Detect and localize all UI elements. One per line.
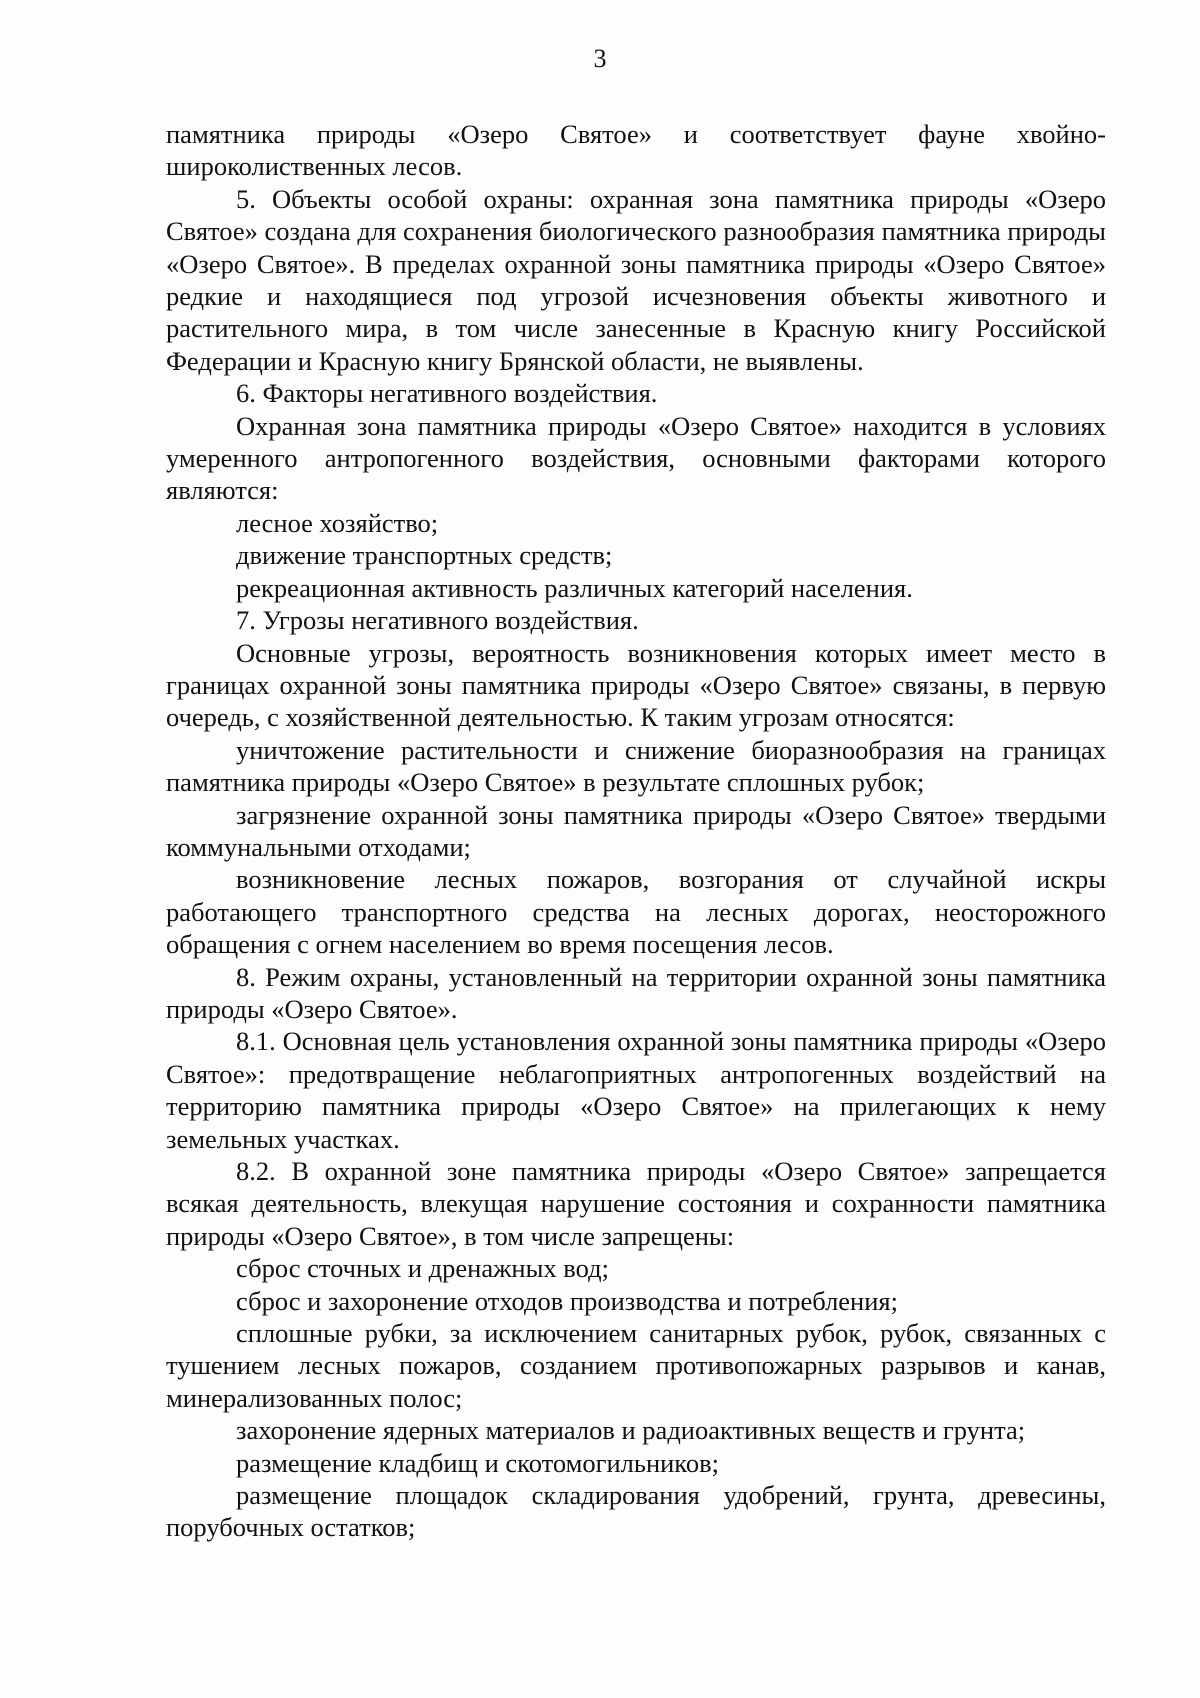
section-heading: 6. Факторы негативного воздействия. [236,378,658,409]
paragraph: 8.2. В охранной зоне памятника природы «Озеро Святое» запрещается всякая деятельность, влекущая нарушение состояния и сохранности памятника природы «Озеро Святое», в том числе запрещены: [166,1156,1106,1251]
list-item: лесное хозяйство; [236,507,439,538]
document-body [166,118,1106,1544]
list-item: сброс и захоронение отходов производства и потребления; [236,1285,898,1316]
list-item: рекреационная активность различных категорий населения. [236,572,913,603]
list-item: сплошные рубки, за исключением санитарных рубок, рубок, связанных с тушением лесных пожаров, созданием противопожарных разрывов и канав, минерализованных полос; [166,1318,1106,1413]
list-item: захоронение ядерных материалов и радиоактивных веществ и грунта; [236,1415,1026,1446]
list-item: размещение кладбищ и скотомогильников; [236,1447,719,1478]
paragraph: 5. Объекты особой охраны: охранная зона памятника природы «Озеро Святое» создана для сохранения биологического разнообразия памятника природы «Озеро Святое». В пределах охранной зоны памятника природы «Озеро Святое» редкие и находящиеся под угрозой исчезновения объекты животного и растительного мира, в том числе занесенные в Красную книгу Российской Федерации и Красную книгу Брянской области, не выявлены. [166,183,1106,376]
paragraph: 8.1. Основная цель установления охранной зоны памятника природы «Озеро Святое»: предотвращение неблагоприятных антропогенных воздействий на территорию памятника природы «Озеро Святое» на прилегающих к нему земельных участках. [166,1026,1106,1154]
page-number: 3 [593,44,607,73]
list-item: размещение площадок складирования удобрений, грунта, древесины, порубочных остатков; [166,1480,1106,1543]
paragraph: Охранная зона памятника природы «Озеро Святое» находится в условиях умеренного антропогенного воздействия, основными факторами которого являются: [166,410,1106,506]
list-item: движение транспортных средств; [236,540,613,571]
paragraph: памятника природы «Озеро Святое» и соответствует фауне хвойно-широколиственных лесов. [166,119,1106,182]
section-heading: 8. Режим охраны, установленный на территории охранной зоны памятника природы «Озеро Святое». [166,961,1106,1024]
list-item: возникновение лесных пожаров, возгорания от случайной искры работающего транспортного средства на лесных дорогах, неосторожного обращения с огнем населением во время посещения лесов. [166,864,1106,960]
list-item: сброс сточных и дренажных вод; [236,1253,609,1284]
list-item: загрязнение охранной зоны памятника природы «Озеро Святое» твердыми коммунальными отходами; [166,799,1106,862]
paragraph: Основные угрозы, вероятность возникновения которых имеет место в границах охранной зоны памятника природы «Озеро Святое» связаны, в первую очередь, с хозяйственной деятельностью. К таким угрозам относятся: [166,637,1106,733]
section-heading: 7. Угрозы негативного воздействия. [236,605,639,636]
list-item: уничтожение растительности и снижение биоразнообразия на границах памятника природы «Озеро Святое» в результате сплошных рубок; [166,734,1106,798]
